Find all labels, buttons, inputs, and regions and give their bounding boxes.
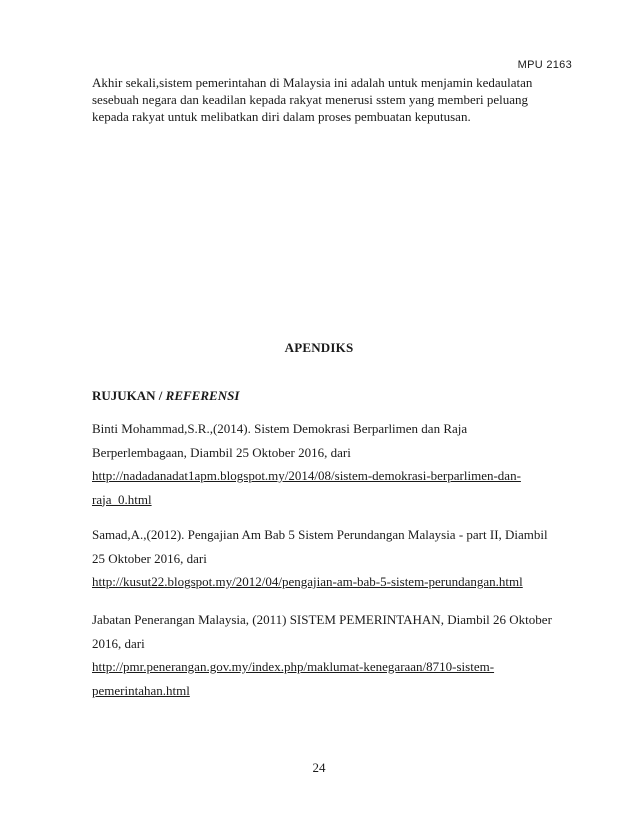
- reference-link[interactable]: [92, 659, 494, 698]
- intro-line-1: Akhir sekali,sistem pemerintahan di Malaysia ini adalah untuk menjamin kedaulatan: [92, 75, 533, 90]
- appendix-title: APENDIKS: [284, 340, 354, 355]
- reference-url-line-2[interactable]: raja_0.html: [92, 491, 152, 507]
- reference-url-line-2[interactable]: pemerintahan.html: [92, 682, 190, 698]
- course-code: MPU 2163: [517, 59, 572, 71]
- reference-citation-line-1: Samad,A.,(2012). Pengajian Am Bab 5 Sistem Perundangan Malaysia - part II, Diambil: [92, 527, 548, 542]
- intro-line-2: sesebuah negara dan keadilan kepada rakyat menerusi sstem yang memberi peluang: [92, 92, 529, 107]
- reference-url-line-1[interactable]: http://kusut22.blogspot.my/2012/04/pengajian-am-bab-5-sistem-perundangan.html: [92, 574, 523, 589]
- reference-citation-line-1: Jabatan Penerangan Malaysia, (2011) SISTEM PEMERINTAHAN, Diambil 26 Oktober: [92, 612, 552, 627]
- references-heading-prefix: RUJUKAN /: [92, 388, 166, 403]
- reference-citation-line-2: 2016, dari: [92, 635, 145, 651]
- reference-url-line-1[interactable]: http://pmr.penerangan.gov.my/index.php/maklumat-kenegaraan/8710-sistem-: [92, 659, 495, 674]
- reference-citation-line-2: Berperlembagaan, Diambil 25 Oktober 2016, dari: [92, 444, 351, 460]
- intro-paragraph: [92, 74, 552, 125]
- reference-link[interactable]: [92, 468, 521, 507]
- reference-item: [92, 523, 552, 594]
- page-number: 24: [312, 760, 326, 775]
- intro-line-3: kepada rakyat untuk melibatkan diri dalam proses pembuatan keputusan.: [92, 109, 471, 124]
- reference-item: [92, 608, 552, 702]
- reference-citation-line-2: 25 Oktober 2016, dari: [92, 550, 207, 566]
- reference-citation-line-1: Binti Mohammad,S.R.,(2014). Sistem Demokrasi Berparlimen dan Raja: [92, 421, 468, 436]
- references-heading-italic: REFERENSI: [165, 388, 240, 403]
- reference-item: [92, 417, 552, 511]
- reference-link[interactable]: [92, 574, 523, 589]
- references-heading: [92, 388, 239, 404]
- reference-url-line-1[interactable]: http://nadadanadat1apm.blogspot.my/2014/08/sistem-demokrasi-berparlimen-dan-: [92, 468, 521, 483]
